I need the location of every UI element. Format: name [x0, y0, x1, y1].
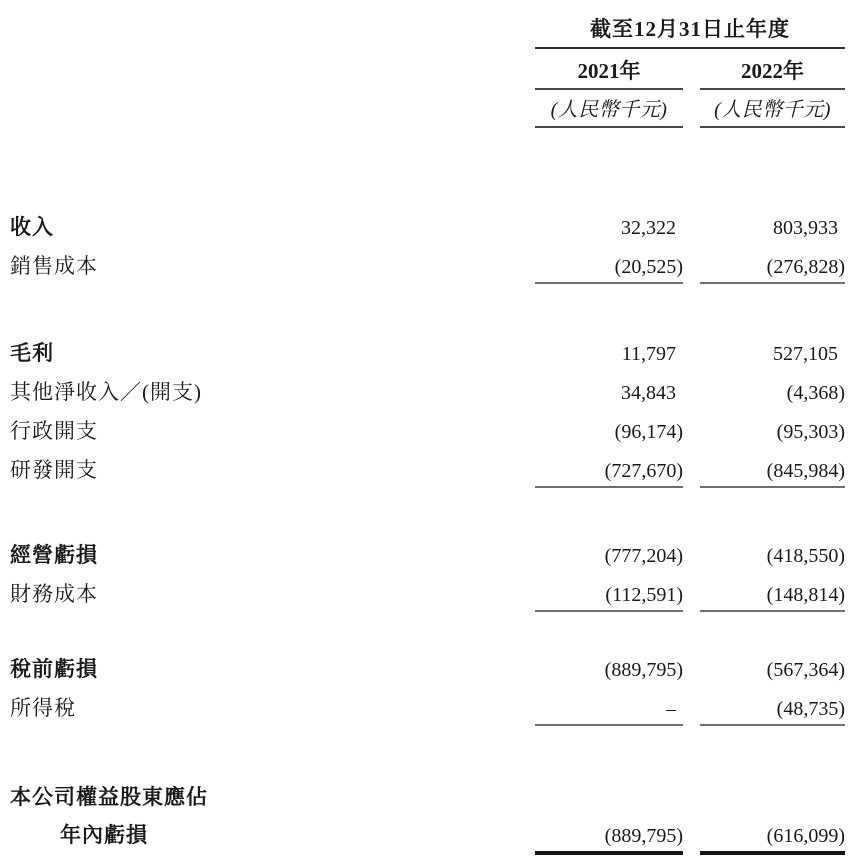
value-2022: (95,303) [776, 421, 845, 443]
value-2022: (616,099) [766, 825, 845, 847]
value-2021: (889,795) [604, 659, 683, 681]
row-label: 稅前虧損 [10, 657, 98, 681]
header-units-row [10, 97, 845, 128]
table-row-loss-before-tax [10, 658, 845, 682]
row-label: 研發開支 [10, 458, 98, 482]
row-label: 行政開支 [10, 419, 98, 443]
value-2021: (20,525) [614, 256, 683, 278]
subtotal-rule [10, 486, 845, 488]
column-rule-2022 [700, 486, 845, 488]
table-row-income-tax [10, 697, 845, 721]
column-rule-2022 [700, 282, 845, 284]
header-years-row [10, 58, 845, 90]
column-rule-2021 [535, 486, 683, 488]
value-2022: (148,814) [766, 584, 845, 606]
row-label: 其他淨收入／(開支) [10, 380, 202, 404]
value-2022: (418,550) [766, 545, 845, 567]
unit-2022-header: (人民幣千元) [700, 97, 845, 128]
column-rule-2022 [700, 724, 845, 726]
table-row-other-net-income [10, 381, 845, 405]
header-period-row [10, 16, 845, 49]
table-row-revenue [10, 216, 845, 240]
value-2021: (96,174) [614, 421, 683, 443]
row-label: 經營虧損 [10, 543, 98, 567]
value-2022: (567,364) [766, 659, 845, 681]
subtotal-rule [10, 610, 845, 612]
table-row-loss-for-year [10, 824, 845, 848]
subtotal-rule [10, 724, 845, 726]
year-2021-header: 2021年 [535, 58, 683, 90]
value-2022: (276,828) [766, 256, 845, 278]
value-2022: (4,368) [786, 382, 845, 404]
value-2022: (48,735) [776, 698, 845, 720]
value-2021: (889,795) [604, 825, 683, 847]
value-2021: – [666, 698, 676, 720]
table-row-gross-profit [10, 342, 845, 366]
value-2022: (845,984) [766, 460, 845, 482]
year-2022-header: 2022年 [700, 58, 845, 90]
table-row-operating-loss [10, 544, 845, 568]
column-rule-2021 [535, 724, 683, 726]
value-2021: 11,797 [621, 343, 676, 365]
value-2021: (112,591) [605, 584, 683, 606]
table-row-attributable-header [10, 786, 845, 809]
period-header: 截至12月31日止年度 [535, 16, 845, 49]
row-label: 銷售成本 [10, 254, 98, 278]
table-row-rd-expenses [10, 459, 845, 483]
total-double-rule-2022 [700, 851, 845, 858]
column-rule-2022 [700, 610, 845, 612]
row-label: 毛利 [10, 341, 54, 365]
row-label: 年內虧損 [60, 823, 148, 847]
table-row-admin-expenses [10, 420, 845, 444]
total-double-rule-2021 [535, 851, 683, 858]
row-label: 財務成本 [10, 582, 98, 606]
value-2022: 803,933 [773, 217, 838, 239]
table-row-finance-costs [10, 583, 845, 607]
unit-2021-header: (人民幣千元) [535, 97, 683, 128]
row-label: 收入 [10, 215, 54, 239]
value-2021: 34,843 [621, 382, 676, 404]
subtotal-rule [10, 282, 845, 284]
total-rule [10, 851, 845, 858]
column-rule-2021 [535, 282, 683, 284]
row-label: 本公司權益股東應佔 [10, 785, 208, 809]
table-row-cost-of-sales [10, 255, 845, 279]
value-2022: 527,105 [773, 343, 838, 365]
value-2021: (777,204) [604, 545, 683, 567]
row-label: 所得稅 [10, 696, 76, 720]
value-2021: (727,670) [604, 460, 683, 482]
column-rule-2021 [535, 610, 683, 612]
value-2021: 32,322 [621, 217, 676, 239]
